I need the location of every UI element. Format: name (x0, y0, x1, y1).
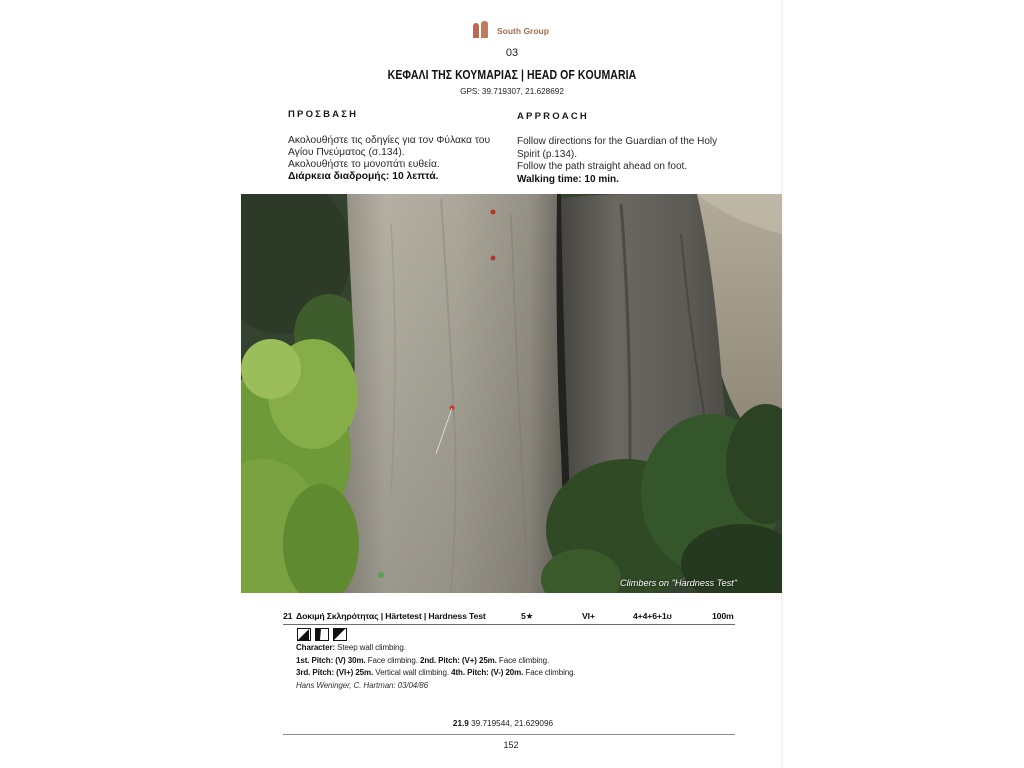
coords-value: 39.719544, 21.629096 (468, 719, 554, 728)
pitch-description: Face climbing. (365, 656, 420, 665)
footer-divider (283, 734, 735, 735)
crag-photo (241, 194, 782, 593)
route-divider (283, 624, 735, 625)
route-stars: 5★ (521, 611, 534, 621)
pitch-line (296, 656, 549, 665)
pitch-description: Vertical wall climbing. (373, 668, 452, 677)
climber (378, 572, 384, 578)
pitch-label: 4th. Pitch: (V-) 20m. (451, 668, 524, 677)
overhang-icon (333, 628, 347, 641)
route-character (296, 643, 406, 652)
approach-line: Spirit (p.134). (517, 148, 578, 160)
pitch-label: 2nd. Pitch: (V+) 25m. (420, 656, 497, 665)
approach-line: Ακολουθήστε τις οδηγίες για τον Φύλακα του (288, 135, 491, 146)
photo-caption: Climbers on "Hardness Test" (620, 578, 737, 588)
crag-title: ΚΕΦΑΛΙ ΤΗΣ ΚΟΥΜΑΡΙΑΣ | HEAD OF KOUMARIA (387, 68, 637, 82)
pitch-label: 3rd. Pitch: (VI+) 25m. (296, 668, 374, 677)
page-number: 152 (503, 740, 519, 750)
crag-number: 03 (505, 47, 519, 59)
approach-duration: Διάρκεια διαδρομής: 10 λεπτά. (288, 171, 439, 182)
character-text: Steep wall climbing. (335, 643, 406, 652)
pitch-label: 1st. Pitch: (V) 30m. (296, 656, 366, 665)
approach-text-greek (288, 135, 490, 183)
approach-line: Αγίου Πνεύματος (σ.134). (288, 147, 405, 158)
climber (491, 256, 496, 261)
foliage-left (241, 339, 301, 399)
route-pitches: 4+4+6+1ʊ (633, 611, 672, 621)
first-ascent: Hans Weninger, C. Hartman: 03/04/86 (296, 681, 428, 690)
pitch-description: Face climbing. (496, 656, 550, 665)
crag-title-wrap (0, 66, 1024, 84)
route-number: 21 (283, 611, 293, 621)
crag-gps: GPS: 39.719307, 21.628692 (460, 87, 564, 96)
route-length: 100m (712, 611, 734, 621)
approach-line: Follow directions for the Guardian of the Holy (517, 136, 718, 147)
slab-icon (297, 628, 311, 641)
approach-heading-greek: ΠΡΟΣΒΑΣΗ (288, 109, 359, 120)
approach-text-english (517, 136, 717, 186)
approach-duration: Walking time: 10 min. (517, 173, 619, 185)
coords-reference: 21.9 (452, 719, 469, 728)
approach-line: Follow the path straight ahead on foot. (517, 161, 688, 173)
group-label: South Group (497, 26, 549, 36)
character-label: Character: (296, 643, 336, 652)
route-grade: VI+ (582, 611, 595, 621)
pitch-description: Face climbing. (523, 668, 576, 677)
approach-heading-english: APPROACH (517, 111, 589, 122)
route-name: Δοκιμή Σκληρότητας | Härtetest | Hardness Test (296, 611, 486, 621)
route-start-coords (0, 719, 1006, 728)
climber (491, 210, 496, 215)
rock-pillars-icon (472, 21, 490, 38)
vertical-wall-icon (315, 628, 329, 641)
pitch-line (296, 668, 576, 677)
approach-line: Ακολουθήστε το μονοπάτι ευθεία. (288, 159, 440, 170)
